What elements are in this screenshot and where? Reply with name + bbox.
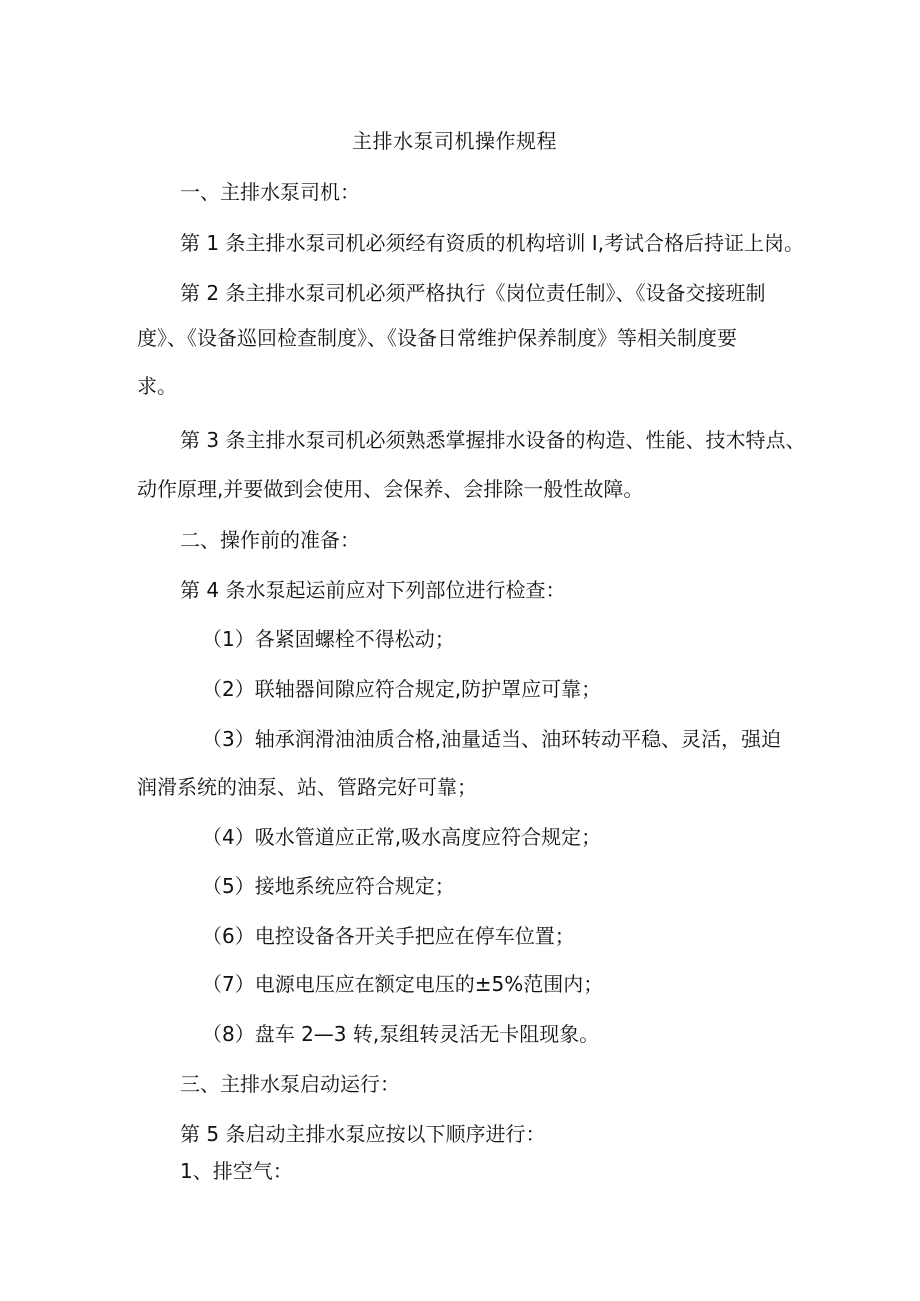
article-1: 第 1 条主排水泵司机必须经有资质的机构培训 I,考试合格后持证上岗。 [180, 231, 805, 255]
document-title: 主排水泵司机操作规程 [352, 129, 557, 153]
article-4: 第 4 条水泵起运前应对下列部位进行检查： [180, 578, 566, 602]
article-2-line-1: 第 2 条主排水泵司机必须严格执行《岗位责任制》、《设备交接班制 [180, 281, 766, 305]
section-heading-1: 一、主排水泵司机： [180, 180, 360, 204]
check-item-4: （4）吸水管道应正常,吸水高度应符合规定； [202, 825, 602, 849]
article-3-line-1: 第 3 条主排水泵司机必须熟悉掌握排水设备的构造、性能、技木特点、 [180, 428, 806, 452]
check-item-3-line-1: （3）轴承润滑油油质合格,油量适当、油环转动平稳、灵活，强迫 [202, 727, 782, 751]
article-5: 第 5 条启动主排水泵应按以下顺序进行： [180, 1122, 546, 1146]
check-item-6: （6）电控设备各开关手把应在停车位置； [202, 924, 575, 948]
check-item-3-line-2: 润滑系统的油泵、站、管路完好可靠； [137, 775, 477, 799]
article-2-line-2: 度》、《设备巡回检查制度》、《设备日常维护保养制度》等相关制度要 [137, 326, 737, 350]
check-item-1: （1）各紧固螺栓不得松动； [202, 627, 455, 651]
article-2-line-3: 求。 [137, 374, 177, 398]
check-item-8: （8）盘车 2—3 转,泵组转灵活无卡阻现象。 [202, 1022, 600, 1046]
section-heading-2: 二、操作前的准备： [180, 528, 360, 552]
step-1-heading: 1、排空气： [180, 1159, 293, 1183]
article-3-line-2: 动作原理,并要做到会使用、会保养、会排除一般性故障。 [137, 477, 644, 501]
check-item-5: （5）接地系统应符合规定； [202, 874, 455, 898]
check-item-7: （7）电源电压应在额定电压的±5%范围内； [202, 972, 604, 996]
check-item-2: （2）联轴器间隙应符合规定,防护罩应可靠； [202, 677, 602, 701]
section-heading-3: 三、主排水泵启动运行： [180, 1072, 400, 1096]
